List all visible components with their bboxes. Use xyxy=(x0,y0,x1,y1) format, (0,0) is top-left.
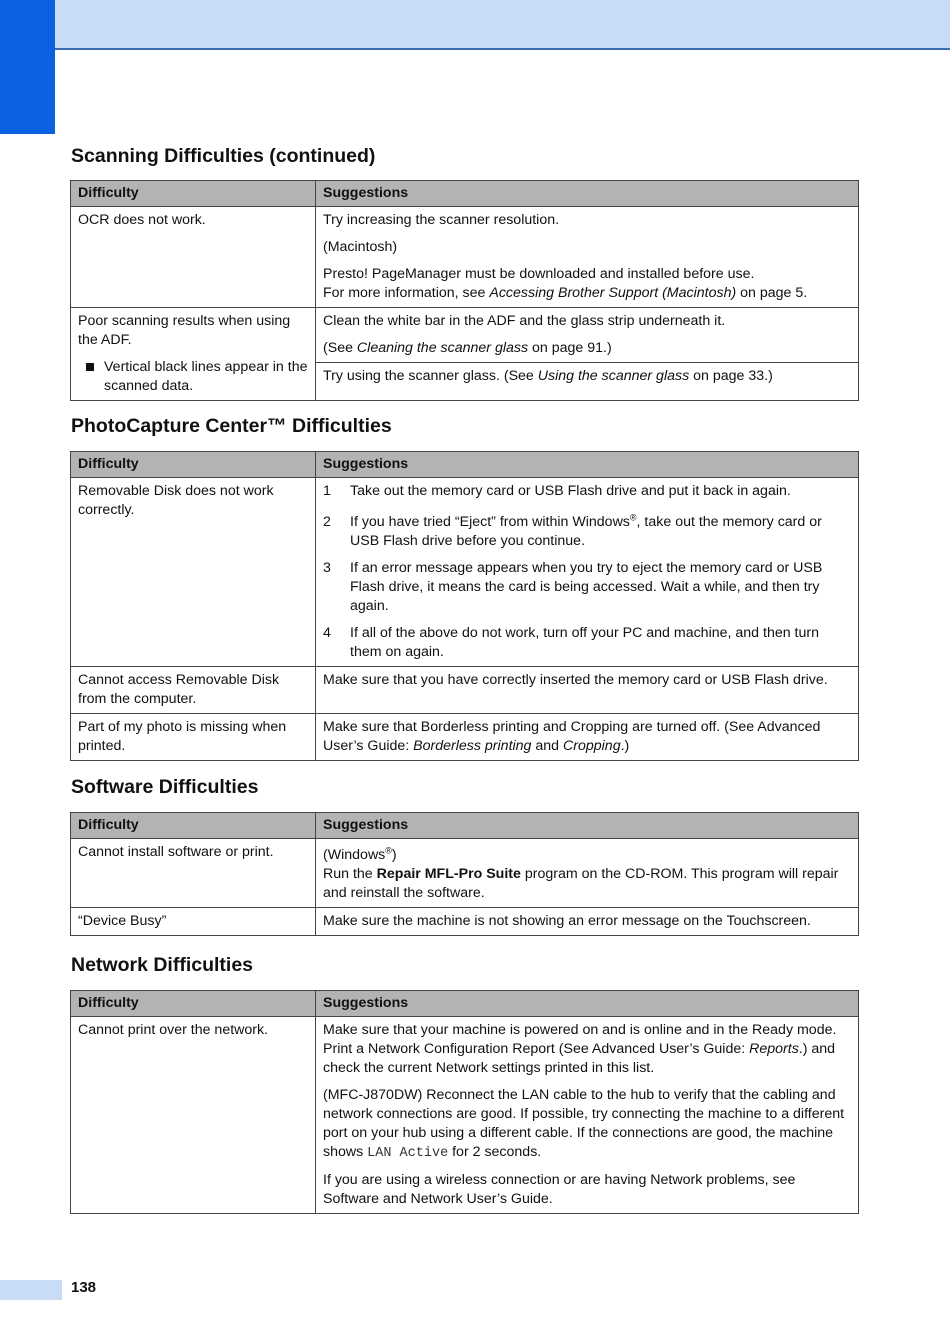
difficulty-text: Poor scanning results when using the ADF. xyxy=(78,313,291,348)
header-suggestions: Suggestions xyxy=(316,813,859,839)
table-row xyxy=(71,1017,859,1214)
suggestion-part: program on the CD-ROM. This program will repair and reinstall the software. xyxy=(323,866,839,901)
cross-reference: Cropping xyxy=(563,738,621,754)
difficulty-cell: Removable Disk does not work correctly. xyxy=(71,478,316,667)
registered-mark: ® xyxy=(385,845,392,856)
suggestion-part: on page 91.) xyxy=(528,340,612,356)
suggestion-part: ) xyxy=(391,847,397,863)
page-header-band xyxy=(0,0,950,50)
photocapture-table xyxy=(70,451,859,761)
program-name: Repair MFL-Pro Suite xyxy=(376,866,521,882)
header-difficulty: Difficulty xyxy=(71,181,316,207)
header-suggestions: Suggestions xyxy=(316,991,859,1017)
difficulty-cell: Cannot install software or print. xyxy=(71,839,316,908)
suggestion-part: and xyxy=(531,738,564,754)
step-text: If all of the above do not work, turn off your PC and machine, and then turn them on again. xyxy=(350,625,819,660)
difficulty-cell: “Device Busy” xyxy=(71,908,316,936)
section-title-scanning: Scanning Difficulties (continued) xyxy=(71,145,376,167)
step-text-part: , take out the memory card or USB Flash drive before you continue. xyxy=(350,514,822,549)
suggestion-part: .) xyxy=(620,738,630,754)
numbered-step xyxy=(323,513,851,551)
numbered-step xyxy=(323,482,851,501)
step-number: 4 xyxy=(323,625,331,641)
suggestion-cell xyxy=(316,714,859,761)
numbered-step xyxy=(323,559,851,616)
header-difficulty: Difficulty xyxy=(71,452,316,478)
step-text: If an error message appears when you try to eject the memory card or USB Flash drive, it means the card is being accessed. Wait a while, and then try again. xyxy=(350,560,823,614)
suggestion-cell xyxy=(316,839,859,908)
suggestion-cell xyxy=(316,207,859,308)
numbered-step xyxy=(323,624,851,662)
table-row xyxy=(71,667,859,714)
suggestion-text xyxy=(323,339,851,358)
suggestion-line xyxy=(323,846,851,865)
table-header-row xyxy=(71,813,859,839)
table-header-row xyxy=(71,181,859,207)
suggestion-text xyxy=(323,1086,851,1163)
page-number: 138 xyxy=(71,1279,97,1296)
suggestion-part: on page 33.) xyxy=(689,368,773,384)
suggestion-text: Clean the white bar in the ADF and the glass strip underneath it. xyxy=(323,313,726,329)
suggestion-line xyxy=(323,865,851,903)
step-number: 1 xyxy=(323,483,331,499)
difficulty-cell: Part of my photo is missing when printed. xyxy=(71,714,316,761)
header-suggestions: Suggestions xyxy=(316,181,859,207)
cross-reference: Reports xyxy=(749,1041,799,1057)
step-number: 3 xyxy=(323,560,331,576)
software-table xyxy=(70,812,859,936)
step-text xyxy=(350,513,851,551)
suggestion-text xyxy=(323,265,851,303)
scanning-table xyxy=(70,180,859,401)
suggestion-line: For more information, see xyxy=(323,285,490,301)
suggestion-cell: Make sure that you have correctly inserted the memory card or USB Flash drive. xyxy=(316,667,859,714)
cross-reference: Borderless printing xyxy=(413,738,532,754)
section-title-photocapture: PhotoCapture Center™ Difficulties xyxy=(71,415,392,437)
suggestion-text: If you are using a wireless connection or are having Network problems, see Software and Network User’s Guide. xyxy=(323,1172,796,1207)
suggestion-cell xyxy=(316,308,859,363)
display-message: LAN Active xyxy=(367,1146,449,1161)
suggestion-part: for 2 seconds. xyxy=(448,1144,542,1160)
table-row xyxy=(71,308,859,363)
header-suggestions: Suggestions xyxy=(316,452,859,478)
table-row xyxy=(71,908,859,936)
suggestion-line: Presto! PageManager must be downloaded and installed before use. xyxy=(323,266,755,282)
suggestion-text: (Macintosh) xyxy=(323,239,398,255)
difficulty-cell: Cannot print over the network. xyxy=(71,1017,316,1214)
network-table xyxy=(70,990,859,1214)
step-number: 2 xyxy=(323,514,331,530)
section-title-network: Network Difficulties xyxy=(71,954,254,976)
table-row xyxy=(71,714,859,761)
cross-reference: Using the scanner glass xyxy=(537,368,690,384)
square-bullet-icon xyxy=(86,363,94,371)
table-row xyxy=(71,207,859,308)
difficulty-cell: OCR does not work. xyxy=(71,207,316,308)
registered-mark: ® xyxy=(629,512,637,523)
page-number-strip xyxy=(0,1280,62,1300)
difficulty-cell: Cannot access Removable Disk from the computer. xyxy=(71,667,316,714)
step-text: Take out the memory card or USB Flash drive and put it back in again. xyxy=(350,483,791,499)
header-difficulty: Difficulty xyxy=(71,813,316,839)
suggestion-cell xyxy=(316,363,859,401)
suggestion-text: Try increasing the scanner resolution. xyxy=(323,212,560,228)
suggestion-part: (MFC-J870DW) Reconnect the LAN cable to the hub to verify that the cabling and network connections are good. If possible, try connecting the machine to a different port on your hub using a different cable. If the connections are good, the machine shows xyxy=(323,1087,845,1160)
suggestion-part: (Windows xyxy=(323,847,386,863)
suggestion-line: on page 5. xyxy=(736,285,808,301)
cross-reference: Cleaning the scanner glass xyxy=(356,340,529,356)
table-row xyxy=(71,839,859,908)
suggestion-cell xyxy=(316,1017,859,1214)
suggestion-cell xyxy=(316,478,859,667)
suggestion-part: .) and check the current Network settings printed in this list. xyxy=(323,1041,836,1076)
difficulty-cell xyxy=(71,308,316,401)
bullet-text: Vertical black lines appear in the scanned data. xyxy=(104,359,308,394)
table-header-row xyxy=(71,452,859,478)
suggestion-part: Run the xyxy=(323,866,377,882)
table-row xyxy=(71,478,859,667)
header-difficulty: Difficulty xyxy=(71,991,316,1017)
suggestion-part: Make sure that Borderless printing and Cropping are turned off. (See Advanced User’s Guide: xyxy=(323,719,821,754)
suggestion-part: Try using the scanner glass. (See xyxy=(323,368,538,384)
table-header-row xyxy=(71,991,859,1017)
cross-reference: Accessing Brother Support (Macintosh) xyxy=(489,285,737,301)
suggestion-part: (See xyxy=(323,340,357,356)
bullet-item xyxy=(78,358,308,396)
suggestion-cell: Make sure the machine is not showing an error message on the Touchscreen. xyxy=(316,908,859,936)
suggestion-text xyxy=(323,1021,851,1078)
suggestion-part: Make sure that your machine is powered on and is online and in the Ready mode. Print a Network Configuration Report (See Advanced User’s Guide: xyxy=(323,1022,837,1057)
step-text-part: If you have tried “Eject” from within Windows xyxy=(350,514,630,530)
chapter-tab xyxy=(0,0,55,134)
section-title-software: Software Difficulties xyxy=(71,776,259,798)
